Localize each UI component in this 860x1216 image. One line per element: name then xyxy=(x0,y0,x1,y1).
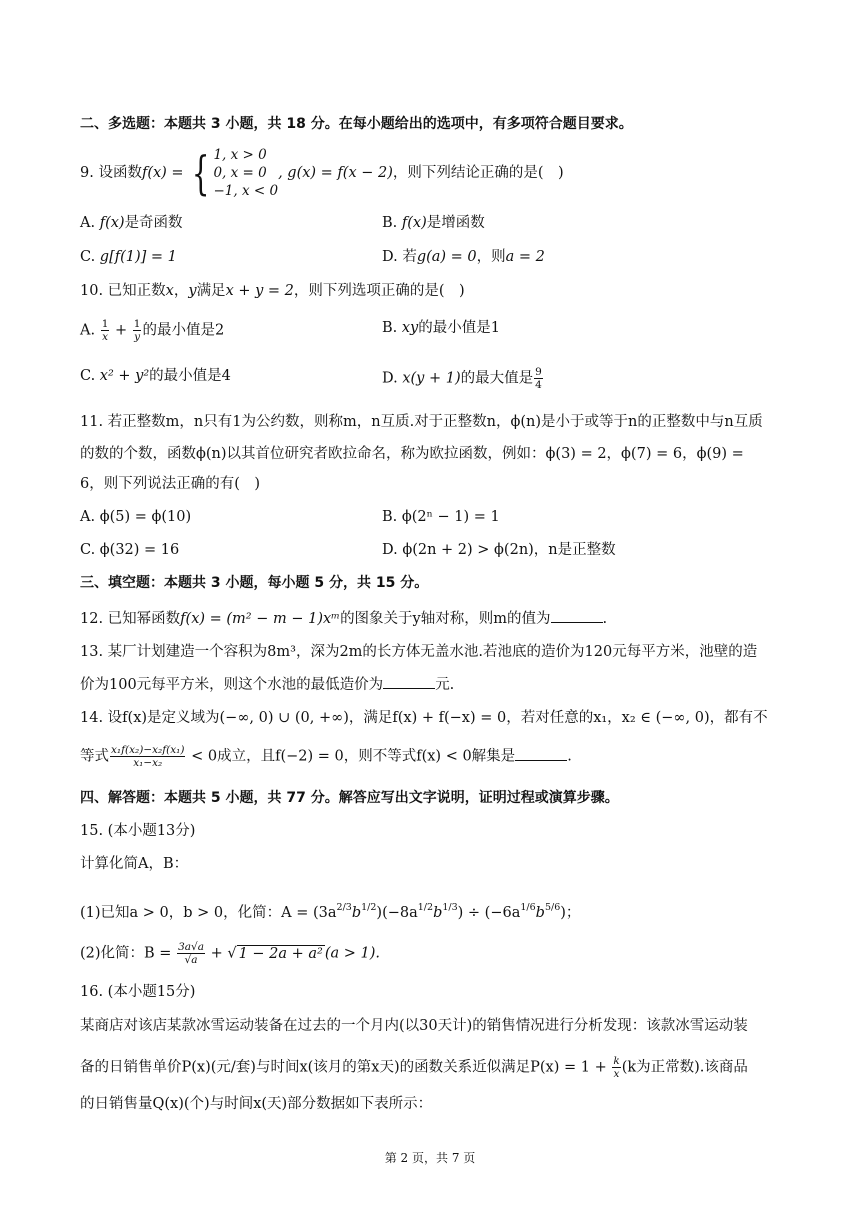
p2-text: (2)化简：B = xyxy=(80,945,177,962)
frac-den: x xyxy=(102,331,108,343)
q13-line-1: 13. 某厂计划建造一个容积为8m³，深为2m的长方体无盖水池.若池底的造价为120元每平方米，池壁的造 xyxy=(80,644,758,660)
fraction xyxy=(612,1055,620,1080)
q10-option-a xyxy=(80,318,224,343)
p1-text: )(−8a xyxy=(376,905,418,921)
exponent: 1/3 xyxy=(442,902,458,913)
q13-text: 价为100元每平方米，则这个水池的最低造价为 xyxy=(80,677,384,693)
p2-text: (a > 1). xyxy=(324,945,381,962)
q9-case-2: 0, x = 0 xyxy=(213,165,267,181)
option-label: C. xyxy=(80,249,100,265)
q9-suffix: ，则下列结论正确的是( ) xyxy=(392,165,564,181)
q14-suffix: . xyxy=(567,748,572,765)
option-text: 的最大值是 xyxy=(460,370,534,387)
option-math: x(y + 1) xyxy=(402,370,461,387)
q10-sep: ， xyxy=(173,283,189,299)
q10-option-b xyxy=(382,318,500,338)
q10-option-d xyxy=(382,366,544,391)
exponent: 2/3 xyxy=(336,902,352,913)
p1-text: )； xyxy=(560,905,581,921)
frac-den: x₁−x₂ xyxy=(133,757,163,769)
frac-den: x xyxy=(613,1068,620,1080)
option-label: B. xyxy=(382,215,402,231)
exponent: 1/6 xyxy=(520,902,536,913)
q9-cases xyxy=(213,146,278,200)
option-label: C. xyxy=(80,368,100,384)
q9-gx: , g(x) = f(x − 2) xyxy=(278,165,393,181)
option-value: 1 xyxy=(490,320,500,336)
q16-line-2 xyxy=(80,1055,748,1080)
fraction xyxy=(177,941,205,966)
q12-suffix: . xyxy=(602,611,608,627)
q10-suffix: ，则下列选项正确的是( ) xyxy=(293,283,465,299)
fraction xyxy=(101,318,110,343)
plus: + xyxy=(110,322,132,339)
q10-condition: x + y = 2 xyxy=(225,283,294,299)
fraction xyxy=(534,366,543,391)
frac-num: 1 xyxy=(133,318,141,330)
option-value: 4 xyxy=(221,368,231,384)
q9-option-b xyxy=(382,213,485,233)
exponent: 1/2 xyxy=(417,902,434,913)
option-text: 是增函数 xyxy=(426,215,485,231)
q16-text: 备的日销售单价P(x)(元/套)与时间x(该月的第x天)的函数关系近似满足P(x) = 1 + xyxy=(80,1059,612,1076)
q9-option-d xyxy=(382,247,545,267)
option-math: x² + y² xyxy=(99,368,150,384)
option-label: B. xyxy=(382,320,402,336)
frac-num: k xyxy=(613,1055,620,1067)
option-math: f(x) xyxy=(99,215,125,231)
brace-symbol: { xyxy=(192,146,210,200)
option-text: 的最小值是 xyxy=(149,368,222,384)
option-math: g(a) = 0 xyxy=(416,249,477,265)
fraction xyxy=(133,318,142,343)
frac-num: 3a√a xyxy=(178,941,204,953)
q10-var-x: x xyxy=(165,283,174,299)
exponent: 5/6 xyxy=(544,902,561,913)
answer-blank xyxy=(383,674,435,689)
q14-line-1: 14. 设f(x)是定义域为(−∞, 0) ∪ (0, +∞)，满足f(x) + f(−x) = 0，若对任意的x₁，x₂ ∈ (−∞, 0)，都有不 xyxy=(80,710,768,726)
p1-text: (1)已知a > 0，b > 0，化简：A = (3a xyxy=(80,905,337,921)
answer-blank xyxy=(515,746,567,761)
section-2-heading: 二、多选题：本题共 3 小题，共 18 分。在每小题给出的选项中，有多项符合题目要求。 xyxy=(80,116,633,132)
q11-line-1: 11. 若正整数m，n只有1为公约数，则称m，n互质.对于正整数n，ϕ(n)是小于或等于n的正整数中与n互质 xyxy=(80,414,763,430)
frac-num: x₁f(x₂)−x₂f(x₁) xyxy=(111,744,185,756)
option-math: a = 2 xyxy=(505,249,545,265)
frac-den: y xyxy=(134,331,141,343)
q9-prefix: 9. 设函数 xyxy=(80,165,142,181)
q9-option-a xyxy=(80,213,183,233)
q12-prefix: 12. 已知幂函数 xyxy=(80,611,181,627)
frac-num: 9 xyxy=(535,366,542,378)
section-3-heading: 三、填空题：本题共 3 小题，每小题 5 分，共 15 分。 xyxy=(80,575,429,591)
answer-blank xyxy=(551,608,603,623)
option-text: 的最小值是 xyxy=(142,322,215,339)
section-4-heading: 四、解答题：本题共 5 小题，共 77 分。解答应写出文字说明，证明过程或演算步骤。 xyxy=(80,790,619,806)
q9-case-1: 1, x > 0 xyxy=(213,147,267,163)
var: b xyxy=(351,905,362,921)
option-value: 2 xyxy=(214,322,225,339)
question-9-stem xyxy=(80,146,564,200)
var: b xyxy=(433,905,443,921)
q12-mid: 的图象关于y轴对称，则m的值为 xyxy=(340,611,551,627)
radicand: 1 − 2a + a² xyxy=(238,945,323,962)
q11-option-d: D. ϕ(2n + 2) > ϕ(2n)，n是正整数 xyxy=(382,542,616,558)
q13-suffix: 元. xyxy=(435,677,455,693)
option-math: f(x) xyxy=(401,215,427,231)
q12-math: f(x) = (m² − m − 1)xᵐ xyxy=(180,611,341,627)
q10-var-y: y xyxy=(188,283,197,299)
q10-prefix: 10. 已知正数 xyxy=(80,283,166,299)
q11-line-3: 6，则下列说法正确的有( ) xyxy=(80,476,261,492)
option-label: A. xyxy=(80,322,100,339)
option-label: A. xyxy=(80,215,100,231)
q9-case-3: −1, x < 0 xyxy=(213,183,279,199)
plus-sqrt: + √ xyxy=(205,945,237,962)
frac-den: √a xyxy=(184,954,198,966)
p1-text: ) ÷ (−6a xyxy=(457,905,521,921)
q9-option-c xyxy=(80,247,177,267)
q11-option-b: B. ϕ(2ⁿ − 1) = 1 xyxy=(382,509,500,525)
q11-option-a: A. ϕ(5) = ϕ(10) xyxy=(80,509,192,525)
q13-line-2 xyxy=(80,674,454,695)
frac-num: 1 xyxy=(101,318,109,330)
option-text: ，则 xyxy=(476,249,506,265)
q9-piecewise xyxy=(188,146,278,200)
q16-line-1: 某商店对该店某款冰雪运动装备在过去的一个月内(以30天计)的销售情况进行分析发现：该款冰雪运动装 xyxy=(80,1018,748,1034)
option-label: D. 若 xyxy=(382,249,417,265)
q10-mid: 满足 xyxy=(196,283,226,299)
q10-option-c xyxy=(80,366,231,386)
q14-fraction xyxy=(110,744,185,769)
option-math: xy xyxy=(401,320,419,336)
exponent: 1/2 xyxy=(361,902,377,913)
q9-fx: f(x) = xyxy=(141,165,189,181)
option-text: 是奇函数 xyxy=(124,215,183,231)
q11-line-2: 的数的个数，函数ϕ(n)以其首位研究者欧拉命名，称为欧拉函数，例如：ϕ(3) = 2，ϕ(7) = 6，ϕ(9) = xyxy=(80,446,744,462)
frac-den: 4 xyxy=(535,379,542,391)
q14-line-2 xyxy=(80,744,572,769)
q14-mid: < 0成立，且f(−2) = 0，则不等式f(x) < 0解集是 xyxy=(186,748,516,765)
q15-part-1 xyxy=(80,898,580,923)
var: b xyxy=(535,905,545,921)
q15-heading: 15. (本小题13分) xyxy=(80,823,196,839)
question-10-stem xyxy=(80,281,465,301)
option-label: D. xyxy=(382,370,403,387)
q16-text: (k为正常数).该商品 xyxy=(621,1059,748,1076)
option-text: 的最小值是 xyxy=(418,320,491,336)
page-footer: 第 2 页，共 7 页 xyxy=(384,1151,476,1165)
q15-intro: 计算化简A，B： xyxy=(80,856,189,872)
q16-line-3: 的日销售量Q(x)(个)与时间x(天)部分数据如下表所示： xyxy=(80,1096,433,1112)
q15-part-2 xyxy=(80,941,380,966)
q16-heading: 16. (本小题15分) xyxy=(80,984,196,1000)
q11-option-c: C. ϕ(32) = 16 xyxy=(80,542,180,558)
q14-prefix: 等式 xyxy=(80,748,109,765)
option-math: g[f(1)] = 1 xyxy=(99,249,177,265)
question-12 xyxy=(80,608,607,629)
